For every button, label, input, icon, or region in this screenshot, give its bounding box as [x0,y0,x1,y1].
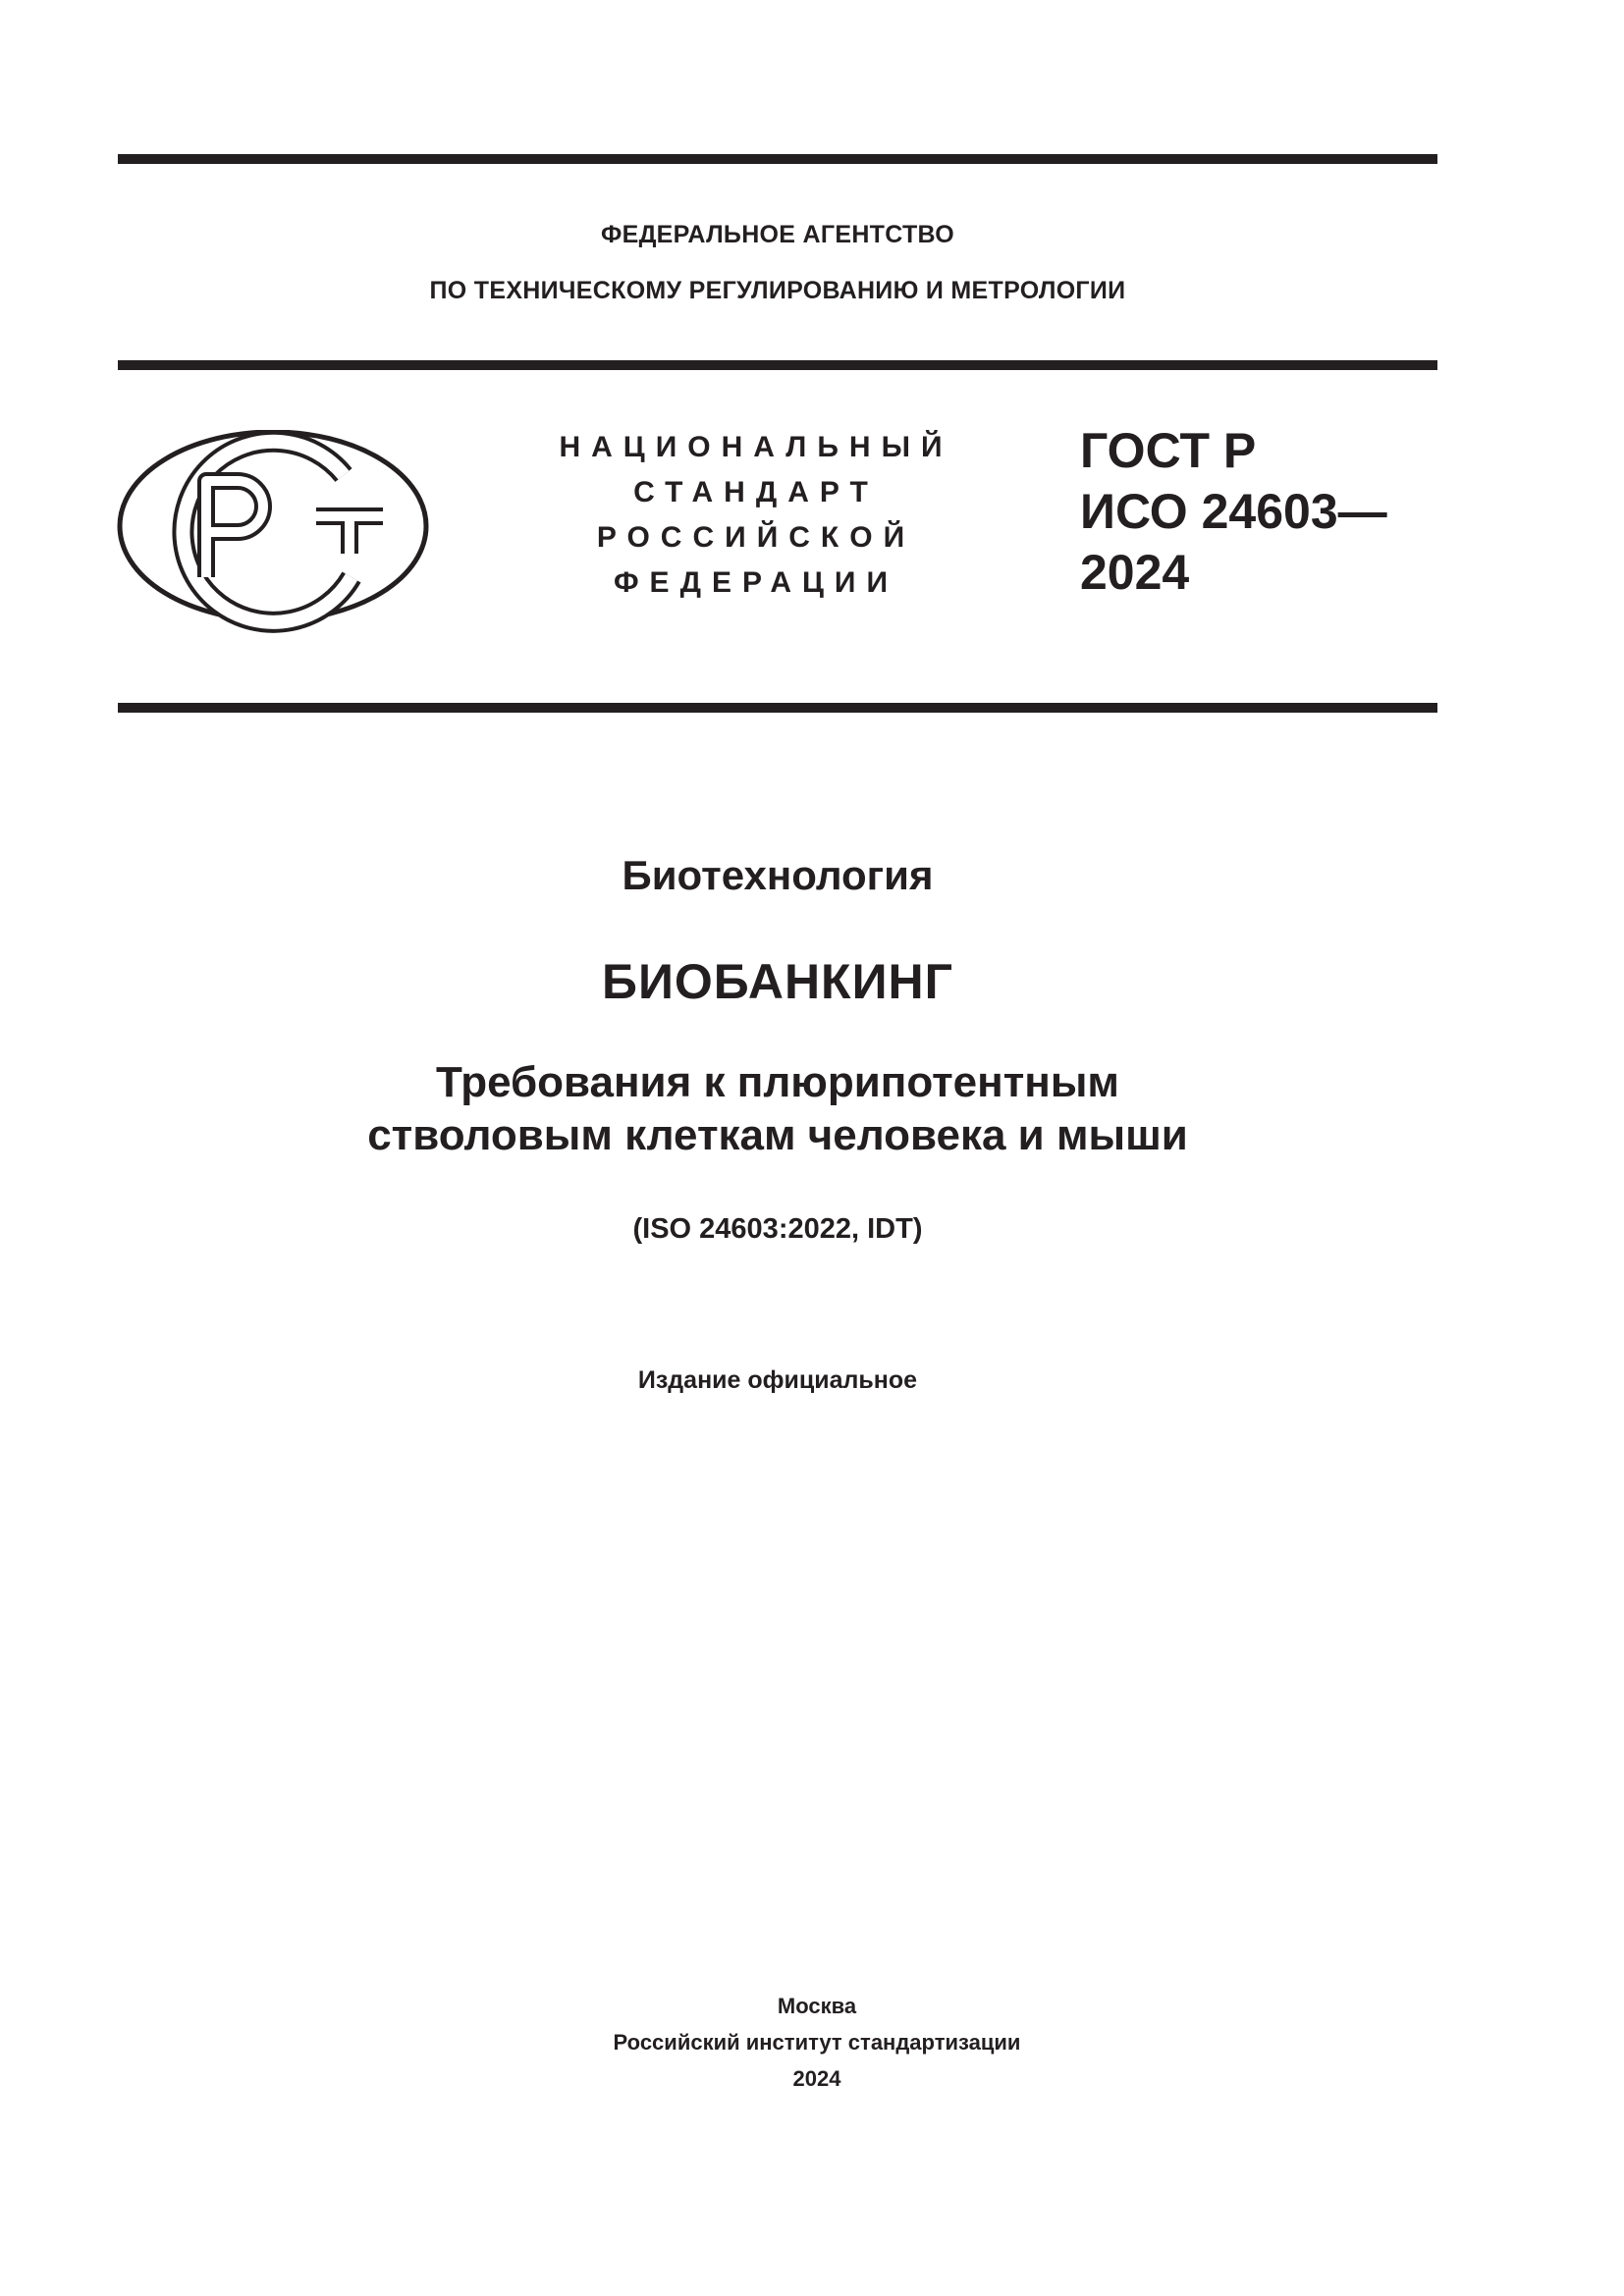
standard-type-line-2: СТАНДАРТ [633,476,879,508]
agency-name-line-2: ПО ТЕХНИЧЕСКОМУ РЕГУЛИРОВАНИЮ И МЕТРОЛОГИИ [429,277,1126,304]
designation-line-1: ГОСТ Р [1080,423,1257,478]
edition-label: Издание официальное [637,1366,918,1394]
standard-type-line-3: РОССИЙСКОЙ [596,521,916,554]
imprint-publisher: Российский институт стандартизации [613,2030,1021,2055]
standard-type-line-4: ФЕДЕРАЦИИ [613,566,899,599]
standard-type-line-1: НАЦИОНАЛЬНЫЙ [559,431,953,463]
title-divider [118,703,1437,713]
publisher-imprint [0,1988,1624,2097]
imprint-city: Москва [777,1994,857,2018]
designation-line-2: ИСО 24603— [1080,484,1387,539]
header-divider [118,360,1437,370]
document-main-title: БИОБАНКИНГ [602,954,953,1009]
iso-reference: (ISO 24603:2022, IDT) [632,1213,923,1245]
imprint-year: 2024 [792,2066,841,2091]
document-subject: Биотехнология [622,852,934,898]
document-subtitle [0,1056,1555,1162]
subtitle-line-2: стволовым клеткам человека и мыши [367,1111,1188,1159]
rst-logo-icon [116,430,430,636]
designation-line-3: 2024 [1080,545,1190,600]
standard-designation [1080,420,1387,603]
standard-type-block [535,425,977,606]
subtitle-line-1: Требования к плюрипотентным [436,1058,1119,1106]
top-divider [118,154,1437,164]
agency-name-line-1: ФЕДЕРАЛЬНОЕ АГЕНТСТВО [600,221,955,248]
